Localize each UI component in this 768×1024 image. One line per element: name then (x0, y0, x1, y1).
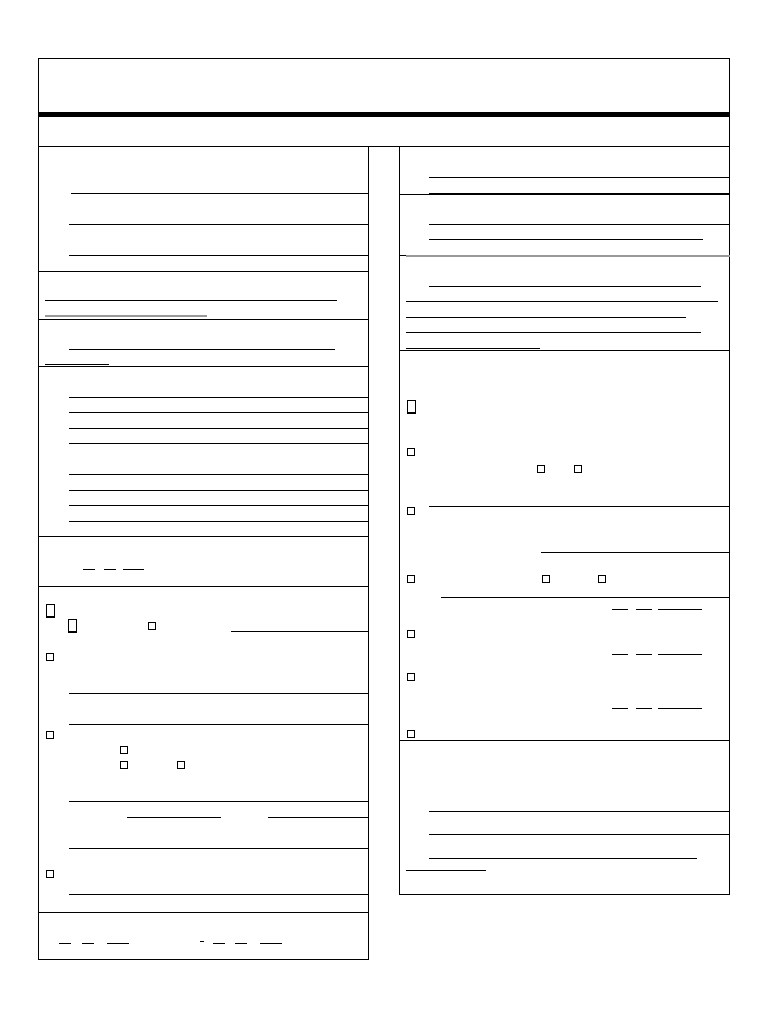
left-checkbox-7[interactable] (120, 761, 128, 769)
left-checkbox-1[interactable] (46, 604, 55, 618)
right-column (399, 146, 730, 895)
left-field-line-1[interactable] (71, 193, 369, 194)
left-section-divider-6 (39, 912, 368, 913)
right-field-line-14b (406, 870, 486, 871)
form-header (38, 58, 730, 116)
right-checkbox-7[interactable] (542, 575, 550, 583)
left-list-line-6[interactable] (69, 490, 369, 491)
left-list-line-4[interactable] (69, 443, 369, 444)
right-field-line-10[interactable] (541, 552, 730, 553)
right-field-line-3[interactable] (429, 224, 730, 225)
left-list-line-5[interactable] (69, 474, 369, 475)
right-checkbox-4[interactable] (574, 465, 582, 473)
right-field-line-11[interactable] (441, 597, 730, 598)
date-month-blank[interactable] (83, 569, 95, 570)
left-checkbox-5[interactable] (46, 731, 54, 739)
left-field-line-10a[interactable] (127, 817, 221, 818)
date2-year-blank[interactable] (107, 943, 129, 944)
right-field-line-8[interactable] (406, 332, 701, 333)
right-checkbox-9[interactable] (407, 630, 415, 638)
left-field-line-2[interactable] (69, 224, 369, 225)
left-section-divider-3 (39, 366, 368, 367)
header-rule (38, 112, 730, 115)
left-field-line-4[interactable] (45, 300, 337, 301)
left-checkbox-3[interactable] (148, 622, 156, 630)
left-field-line-7[interactable] (69, 693, 369, 694)
left-checkbox-9[interactable] (46, 870, 54, 878)
left-section-divider-4 (39, 536, 368, 537)
right-field-line-1[interactable] (429, 177, 730, 178)
right-checkbox-11[interactable] (407, 730, 415, 738)
date2-month-blank[interactable] (59, 943, 71, 944)
date3-day-blank[interactable] (235, 943, 247, 944)
form-subheader (38, 116, 730, 147)
left-field-line-3[interactable] (69, 255, 369, 256)
left-list-line-2[interactable] (69, 412, 369, 413)
left-field-line-12[interactable] (69, 894, 369, 895)
left-field-line-5b (45, 364, 109, 365)
right-field-line-8b (406, 348, 540, 349)
left-section-divider-2 (39, 319, 368, 320)
date2-day-blank[interactable] (82, 943, 94, 944)
date3-prefix-dash (200, 941, 204, 942)
right-checkbox-3[interactable] (537, 465, 545, 473)
date3-year-blank[interactable] (260, 943, 282, 944)
right-checkbox-2[interactable] (407, 448, 415, 456)
right-date2-day[interactable] (636, 654, 652, 655)
left-field-line-5[interactable] (69, 349, 335, 350)
left-section-divider-1 (39, 271, 368, 272)
left-field-line-6[interactable] (231, 631, 369, 632)
right-checkbox-10[interactable] (407, 673, 415, 681)
right-section-divider-1 (400, 194, 729, 195)
left-checkbox-6[interactable] (120, 746, 128, 754)
right-date1-day[interactable] (636, 609, 652, 610)
right-field-line-7[interactable] (406, 317, 686, 318)
right-field-line-12[interactable] (429, 811, 730, 812)
right-section-divider-3 (400, 350, 729, 351)
right-date3-month[interactable] (612, 708, 628, 709)
left-field-line-9[interactable] (69, 801, 369, 802)
date-year-blank[interactable] (123, 569, 144, 570)
left-list-line-1[interactable] (69, 397, 369, 398)
right-checkbox-8[interactable] (598, 575, 606, 583)
right-section-divider-4 (400, 740, 729, 741)
right-date1-year[interactable] (658, 609, 702, 610)
right-field-line-13[interactable] (429, 834, 730, 835)
right-field-line-4b (406, 255, 730, 257)
right-date3-year[interactable] (658, 708, 702, 709)
left-list-line-8[interactable] (69, 521, 369, 522)
right-date2-year[interactable] (658, 654, 702, 655)
right-field-line-14[interactable] (429, 858, 697, 859)
left-column (38, 146, 369, 960)
left-checkbox-4[interactable] (46, 653, 54, 661)
right-date1-month[interactable] (612, 609, 628, 610)
left-field-line-8[interactable] (69, 724, 369, 725)
date3-month-blank[interactable] (213, 943, 225, 944)
right-checkbox-6[interactable] (407, 575, 415, 583)
left-section-divider-5 (39, 586, 368, 587)
right-field-line-4[interactable] (429, 239, 703, 240)
right-checkbox-1[interactable] (407, 400, 416, 414)
right-field-line-5[interactable] (429, 286, 701, 287)
left-list-line-7[interactable] (69, 505, 369, 506)
left-field-line-4b (45, 315, 207, 317)
right-date3-day[interactable] (636, 708, 652, 709)
right-field-line-6[interactable] (406, 301, 718, 302)
date-day-blank[interactable] (104, 569, 116, 570)
right-field-line-9[interactable] (429, 506, 730, 507)
left-checkbox-2[interactable] (68, 619, 77, 633)
left-checkbox-8[interactable] (177, 761, 185, 769)
left-field-line-11[interactable] (69, 848, 369, 849)
left-list-line-3[interactable] (69, 428, 369, 429)
right-checkbox-5[interactable] (407, 507, 415, 515)
left-field-line-10b[interactable] (268, 817, 369, 818)
right-date2-month[interactable] (612, 654, 628, 655)
